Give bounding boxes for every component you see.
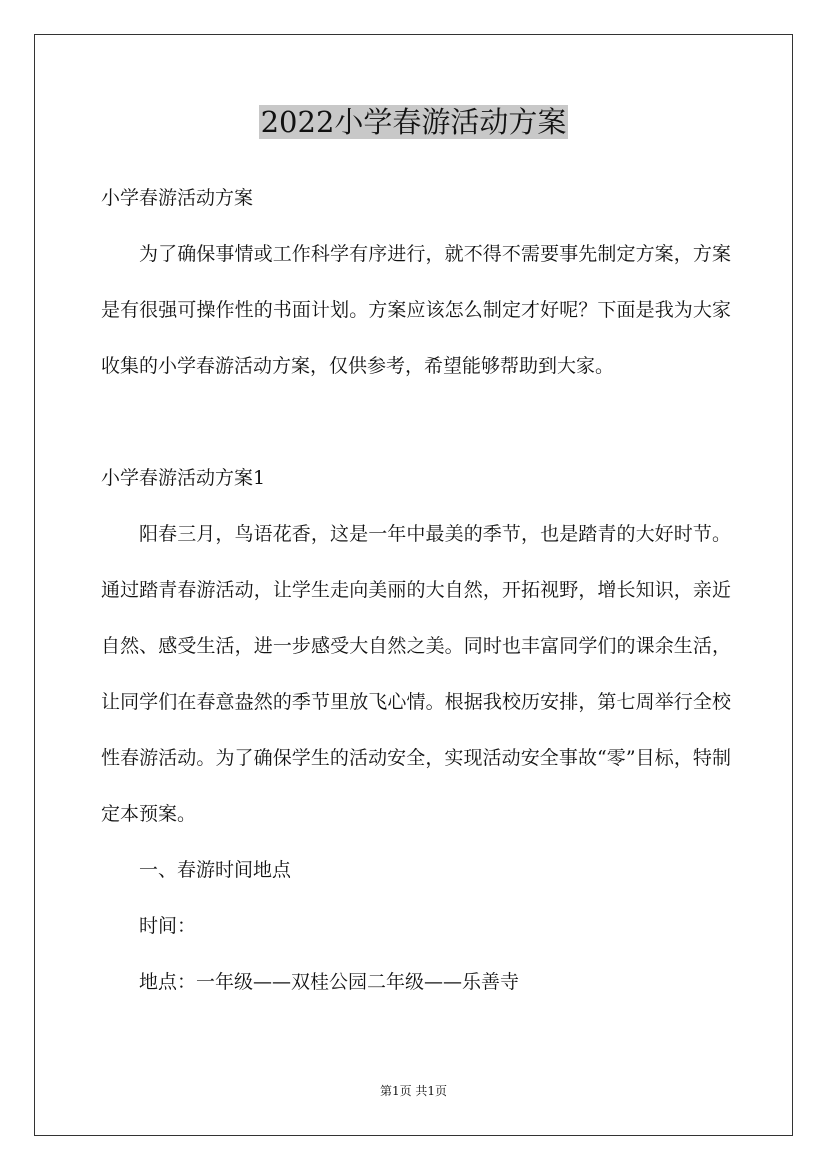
item-heading: 一、春游时间地点 <box>139 859 292 881</box>
page-footer: 第1页 共1页 <box>379 1084 448 1098</box>
location-line: 地点：一年级——双桂公园二年级——乐善寺 <box>139 971 520 993</box>
document-title <box>0 100 827 144</box>
intro-paragraph: 为了确保事情或工作科学有序进行，就不得不需要事先制定方案，方案是有很强可操作性的书面计划。方案应该怎么制定才好呢？下面是我为大家收集的小学春游活动方案，仅供参考，希望能够帮助到大家。 <box>101 243 731 377</box>
document-subtitle: 小学春游活动方案 <box>101 187 254 209</box>
paragraph-spacer <box>101 394 731 450</box>
document-title-text: 2022小学春游活动方案 <box>260 105 567 139</box>
section-heading: 小学春游活动方案1 <box>101 467 266 489</box>
time-label: 时间： <box>139 915 197 937</box>
document-body <box>101 170 731 1010</box>
section-paragraph: 阳春三月，鸟语花香，这是一年中最美的季节，也是踏青的大好时节。通过踏青春游活动，让学生走向美丽的大自然，开拓视野，增长知识，亲近自然、感受生活，进一步感受大自然之美。同时也丰富同学们的课余生活，让同学们在春意盎然的季节里放飞心情。根据我校历安排，第七周举行全校性春游活动。为了确保学生的活动安全，实现活动安全事故“零”目标，特制定本预案。 <box>101 523 731 825</box>
